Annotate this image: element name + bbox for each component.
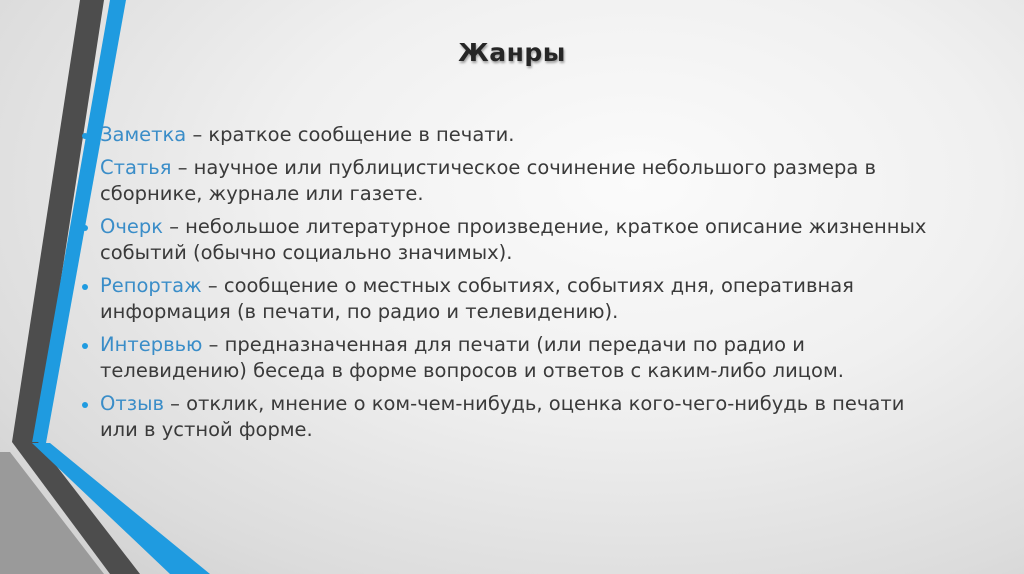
genre-term: Заметка [100,123,187,146]
bullet-dot-icon [82,166,88,172]
bullet-dot-icon [82,402,88,408]
genre-definition: – предназначенная для печати (или передачи по радио и телевидению) беседа в форме вопросов и ответов с каким-либо лицом. [100,333,844,382]
genre-definition: – небольшое литературное произведение, краткое описание жизненных событий (обычно социально значимых). [100,215,927,264]
genre-term: Репортаж [100,274,202,297]
bullet-dot-icon [82,133,88,139]
genre-term: Интервью [100,333,203,356]
list-item [100,273,940,325]
slide-title: Жанры [458,38,566,67]
genre-definition: – отклик, мнение о ком-чем-нибудь, оценка кого-чего-нибудь в печати или в устной форме. [100,392,905,441]
bullet-dot-icon [82,284,88,290]
genre-definition: – научное или публицистическое сочинение небольшого размера в сборнике, журнале или газете. [100,156,877,205]
genre-term: Статья [100,156,172,179]
list-item [100,155,940,207]
bullet-dot-icon [82,225,88,231]
genre-list [100,122,940,450]
genre-definition: – сообщение о местных событиях, событиях дня, оперативная информация (в печати, по радио и телевидению). [100,274,854,323]
list-item [100,122,940,148]
bullet-dot-icon [82,343,88,349]
list-item [100,214,940,266]
genre-term: Очерк [100,215,164,238]
list-item [100,332,940,384]
genre-term: Отзыв [100,392,164,415]
list-item [100,391,940,443]
genre-definition: – краткое сообщение в печати. [186,123,515,146]
